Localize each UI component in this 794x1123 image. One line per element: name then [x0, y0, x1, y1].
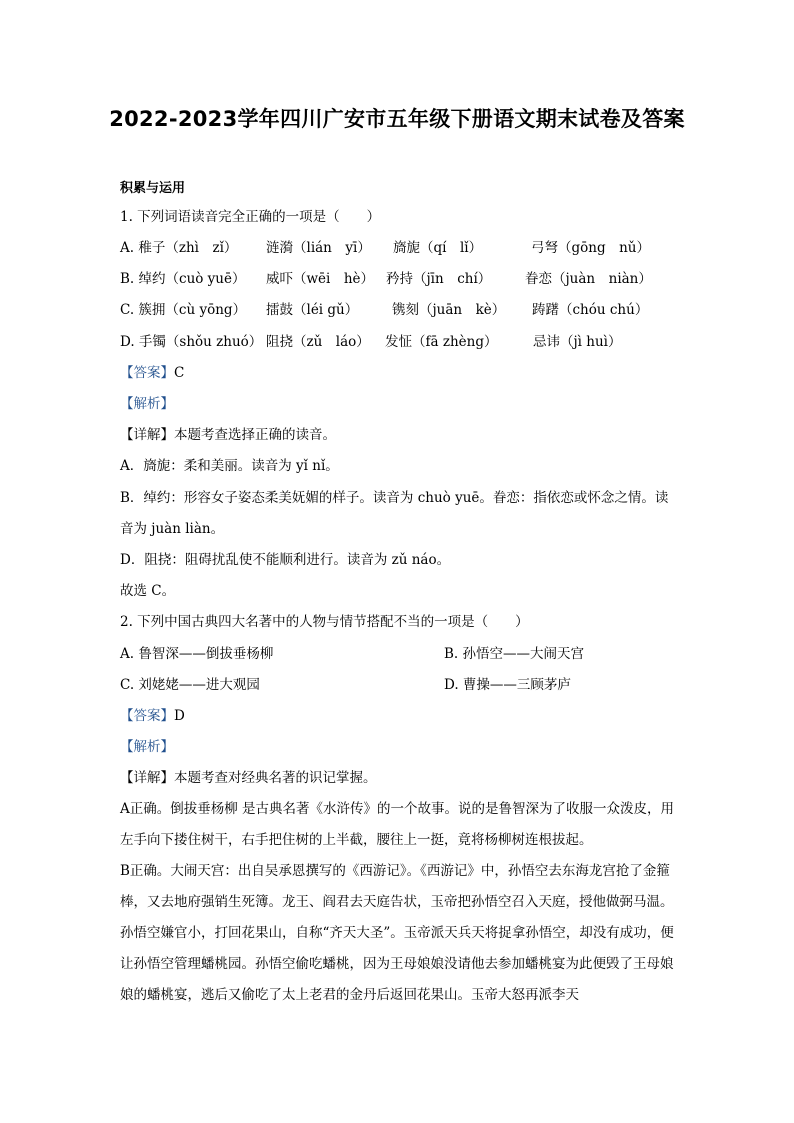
q2-explain-b: B正确。大闹天宫：出自吴承恩撰写的《西游记》。《西游记》中，孙悟空去东海龙宫抢了金箍棒，又去地府强销生死簿。龙王、阎君去天庭告状，玉帝把孙悟空召入天庭，授他做弼马温。孙悟空嫌官小，打回花果山，自称“齐天大圣”。玉帝派天兵天将捉拿孙悟空，却没有成功，便让孙悟空管理蟠桃园。孙悟空偷吃蟠桃，因为王母娘娘没请他去参加蟠桃宴为此便毁了王母娘娘的蟠桃宴，逃后又偷吃了太上老君的金丹后返回花果山。玉帝大怒再派李天	[120, 863, 674, 1003]
q1-option-a-2: 涟漪（lián yī）	[266, 240, 371, 256]
analysis-tag: 【解析】	[120, 396, 174, 412]
q1-option-c-2: 擂鼓（léi gǔ）	[266, 302, 359, 318]
answer-tag: 【答案】	[120, 365, 174, 381]
q1-option-d-4: 忌讳（jì huì）	[533, 334, 622, 350]
answer-tag: 【答案】	[120, 708, 174, 724]
q1-explain-d: D．阻挠：阻碍扰乱使不能顺利进行。读音为 zǔ náo。	[120, 552, 451, 568]
q2-option-b: B. 孙悟空——大闹天宫	[444, 646, 585, 662]
q2-detail	[120, 769, 377, 787]
q2-stem: 2. 下列中国古典四大名著中的人物与情节搭配不当的一项是（ ）	[120, 614, 529, 630]
q1-option-b-1: B. 绰约（cuò yuē）	[120, 271, 246, 287]
q1-option-b-4: 眷恋（juàn niàn）	[525, 271, 652, 287]
answer-value: D	[174, 708, 185, 724]
q1-option-a-3: 旖旎（qí lǐ）	[393, 240, 483, 256]
q1-option-c-4: 踌躇（chóu chú）	[532, 302, 649, 318]
q1-stem: 1. 下列词语读音完全正确的一项是（ ）	[120, 209, 381, 225]
page-title: 2022-2023学年四川广安市五年级下册语文期末试卷及答案	[109, 107, 685, 131]
q1-option-c-3: 镌刻（juān kè）	[392, 302, 506, 318]
q1-option-d-3: 发怔（fā zhèng）	[385, 334, 498, 350]
q1-option-b-2: 威吓（wēi hè）	[266, 271, 375, 287]
q2-option-a: A. 鲁智深——倒拔垂杨柳	[120, 646, 274, 662]
q1-explain-b-cont: 音为 juàn liàn。	[120, 521, 225, 537]
section-heading: 积累与运用	[120, 181, 186, 196]
q2-explain-a: A正确。倒拔垂杨柳 是古典名著《水浒传》的一个故事。说的是鲁智深为了收服一众泼皮，用左手向下搂住树干，右手把住树的上半截，腰往上一挺，竟将杨柳树连根拔起。	[120, 801, 675, 848]
q1-option-a-1: A. 稚子（zhì zǐ）	[120, 240, 238, 256]
analysis-tag: 【解析】	[120, 739, 174, 755]
q1-analysis-tag	[120, 395, 174, 413]
q2-analysis-tag	[120, 738, 174, 756]
q1-option-d-1: D. 手镯（shǒu zhuó）	[120, 334, 263, 350]
q2-answer	[120, 707, 185, 725]
q2-option-c: C. 刘姥姥——进大观园	[120, 677, 260, 693]
detail-text: 本题考查选择正确的读音。	[174, 427, 336, 443]
q1-explain-a: A．旖旎：柔和美丽。读音为 yǐ nǐ。	[120, 458, 339, 474]
q1-option-a-4: 弓弩（gōng nǔ）	[531, 240, 650, 256]
q2-option-d: D. 曹操——三顾茅庐	[444, 677, 571, 693]
q1-detail	[120, 426, 336, 444]
detail-text: 本题考查对经典名著的识记掌握。	[174, 770, 377, 786]
q1-option-d-2: 阻挠（zǔ láo）	[266, 334, 370, 350]
q1-conclusion: 故选 C。	[120, 583, 176, 599]
q1-explain-b: B．绰约：形容女子姿态柔美妩媚的样子。读音为 chuò yuē。眷恋：指依恋或怀念之情。读	[120, 490, 669, 506]
q1-option-b-3: 矜持（jīn chí）	[386, 271, 492, 287]
q1-answer	[120, 364, 184, 382]
detail-tag: 【详解】	[120, 770, 174, 786]
detail-tag: 【详解】	[120, 427, 174, 443]
answer-value: C	[174, 365, 185, 381]
q1-option-c-1: C. 簇拥（cù yōng）	[120, 302, 247, 318]
